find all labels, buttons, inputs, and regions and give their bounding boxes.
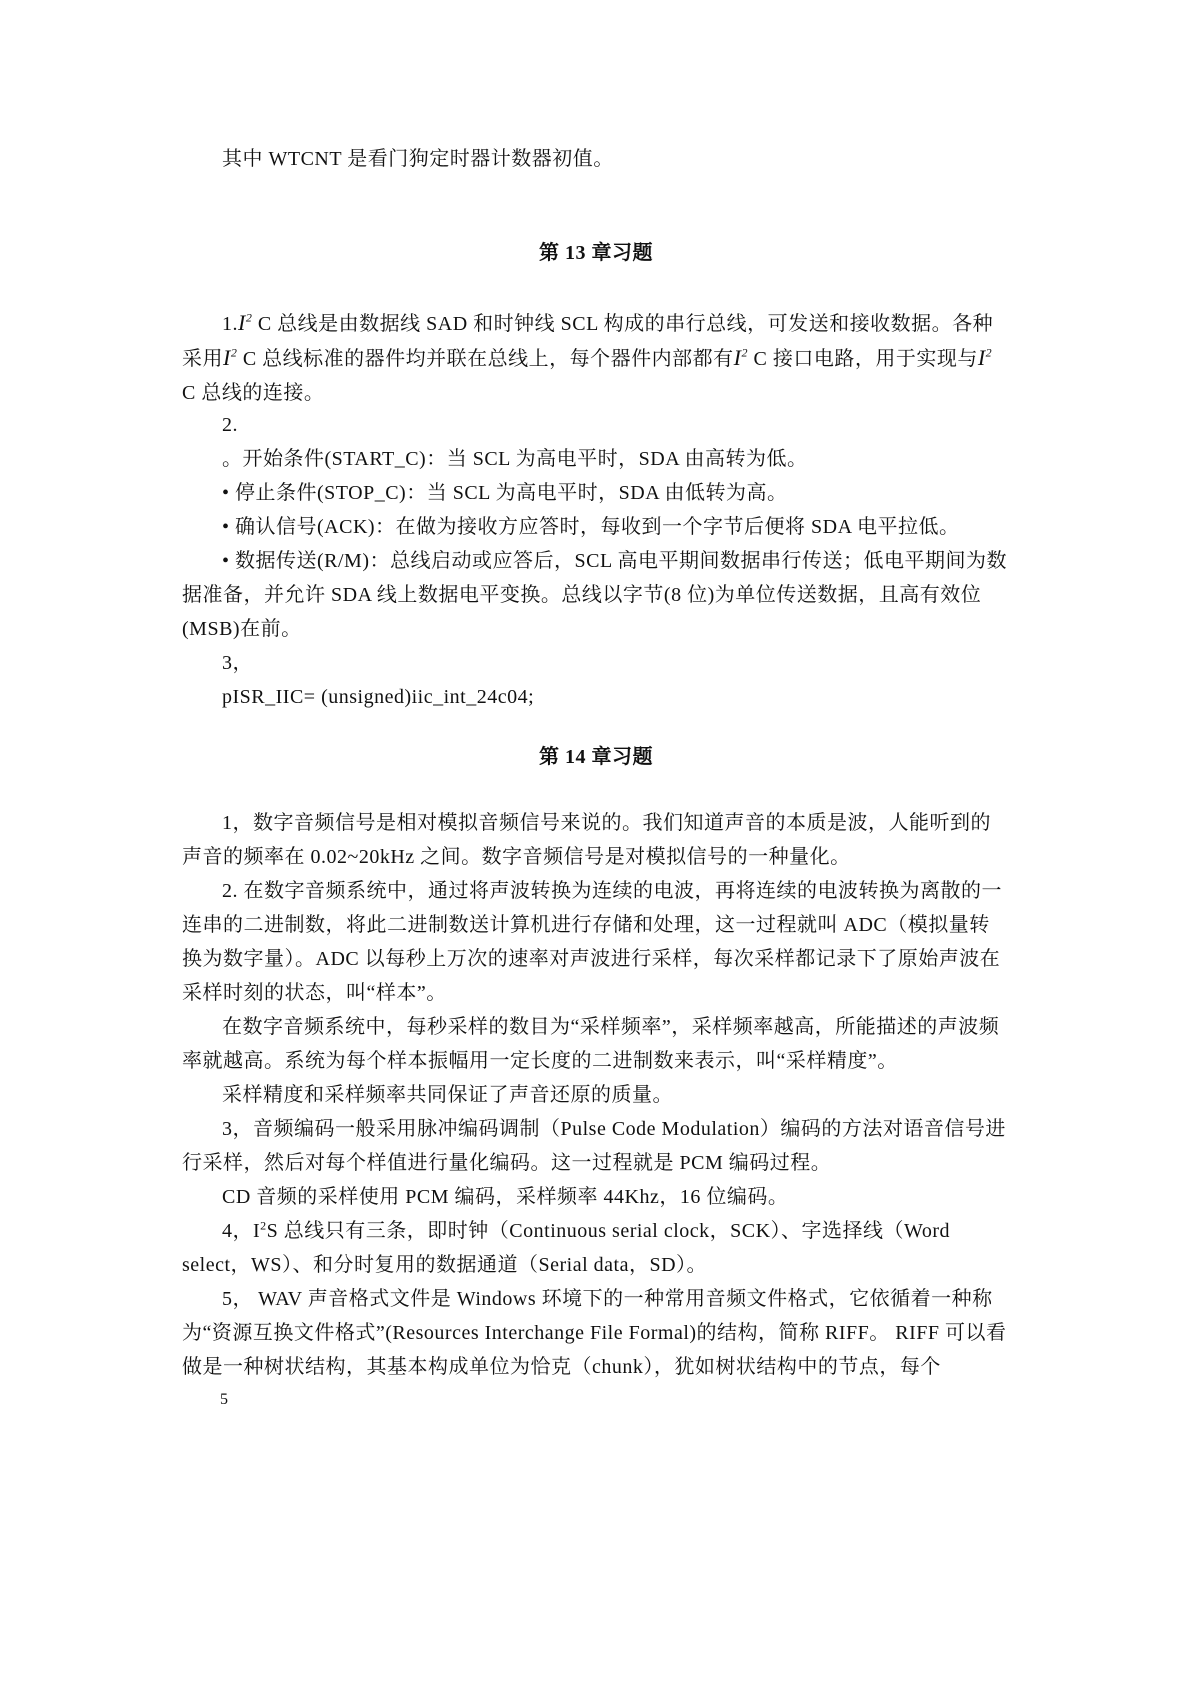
chapter-14-title: 第 14 章习题 xyxy=(539,746,653,768)
ch14-paragraph: 采样精度和采样频率共同保证了声音还原的质量。 xyxy=(222,1084,673,1106)
ch13-p1-text-4: C 总线的连接。 xyxy=(182,382,325,404)
ch13-item-2-number: 2. xyxy=(222,414,238,436)
intro-line: 其中 WTCNT 是看门狗定时器计数器初值。 xyxy=(222,148,614,170)
ch13-list-item: 。开始条件(START_C)：当 SCL 为高电平时，SDA 由高转为低。 xyxy=(222,448,808,470)
ch14-paragraph: 3，音频编码一般采用脉冲编码调制（Pulse Code Modulation）编码的方法对语音信号进行采样，然后对每个样值进行量化编码。这一过程就是 PCM 编码过程。 xyxy=(182,1118,1006,1174)
ch13-code-line: pISR_IIC= (unsigned)iic_int_24c04; xyxy=(222,686,535,708)
ch13-list-item: • 确认信号(ACK)：在做为接收方应答时，每收到一个字节后便将 SDA 电平拉低。 xyxy=(222,516,960,538)
ch13-paragraph-1 xyxy=(182,306,1010,410)
ch14-paragraph: 在数字音频系统中，每秒采样的数目为“采样频率”，采样频率越高，所能描述的声波频率就越高。系统为每个样本振幅用一定长度的二进制数来表示，叫“采样精度”。 xyxy=(182,1016,1000,1072)
chapter-13-title: 第 13 章习题 xyxy=(539,242,653,264)
ch13-list-item: • 停止条件(STOP_C)：当 SCL 为高电平时，SDA 由低转为高。 xyxy=(222,482,788,504)
ch14-p4-superscript: 2 xyxy=(260,1218,267,1233)
ch13-p1-text-2: C 总线标准的器件均并联在总线上，每个器件内部都有 xyxy=(237,348,734,370)
ch14-paragraph: 2. 在数字音频系统中，通过将声波转换为连续的电波，再将连续的电波转换为离散的一连串的二进制数，将此二进制数送计算机进行存储和处理，这一过程就叫 ADC（模拟量转换为数字量）。ADC 以每秒上万次的速率对声波进行采样，每次采样都记录下了原始声波在采样时刻的状态，叫“样本”。 xyxy=(182,880,1002,1004)
ch14-p4-part-a: 4，I xyxy=(222,1220,261,1242)
i2c-symbol: $I^2$ xyxy=(977,345,993,370)
ch13-p1-text-3: C 接口电路，用于实现与 xyxy=(748,348,978,370)
ch13-p1-number: 1. xyxy=(222,313,238,335)
ch13-item-3-number: 3， xyxy=(222,652,253,674)
i2c-symbol: $I^2$ xyxy=(223,345,238,370)
ch14-p4-part-b: S 总线只有三条，即时钟（Continuous serial clock，SCK）、字选择线（Word select，WS）、和分时复用的数据通道（Serial data，SD）。 xyxy=(182,1220,950,1276)
page-number: 5 xyxy=(220,1391,229,1408)
i2c-symbol: $I^2$ xyxy=(733,345,748,370)
i2c-symbol: $I^2$ xyxy=(238,310,253,335)
ch14-paragraph: 1，数字音频信号是相对模拟音频信号来说的。我们知道声音的本质是波，人能听到的声音的频率在 0.02~20kHz 之间。数字音频信号是对模拟信号的一种量化。 xyxy=(182,812,991,868)
ch13-p1-text-1: C 总线是由数据线 SAD 和时钟线 SCL 构成的串行总线，可发送和接收数据。各种采用 xyxy=(182,313,994,370)
ch14-paragraph: CD 音频的采样使用 PCM 编码，采样频率 44Khz，16 位编码。 xyxy=(222,1186,789,1208)
ch13-list-item: • 数据传送(R/M)：总线启动或应答后，SCL 高电平期间数据串行传送；低电平期间为数据准备，并允许 SDA 线上数据电平变换。总线以字节(8 位)为单位传送数据，且高有效位(MSB)在前。 xyxy=(182,550,1007,640)
ch14-paragraph-4 xyxy=(182,1214,1010,1282)
ch14-paragraph-5: 5， WAV 声音格式文件是 Windows 环境下的一种常用音频文件格式，它依循着一种称为“资源互换文件格式”(Resources Interchange File Formal)的结构，简称 RIFF。 RIFF 可以看做是一种树状结构，其基本构成单位为恰克（chunk），犹如树状结构中的节点，每个 xyxy=(182,1288,1007,1378)
